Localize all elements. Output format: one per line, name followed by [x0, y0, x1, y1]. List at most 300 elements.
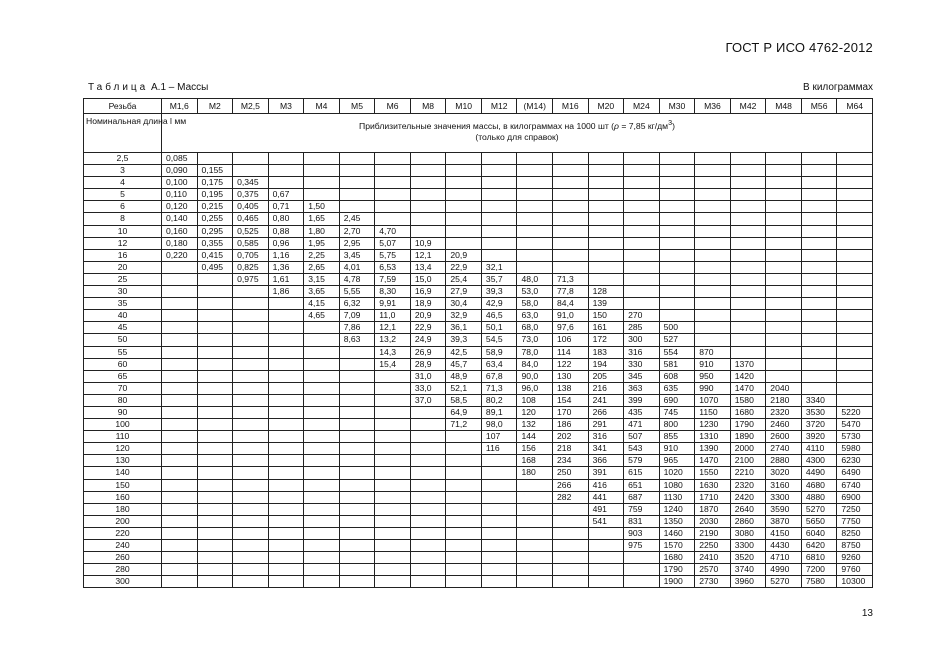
mass-cell [304, 527, 340, 539]
mass-cell [446, 237, 482, 249]
mass-cell [197, 467, 233, 479]
mass-cell [304, 419, 340, 431]
table-row [84, 334, 873, 346]
mass-cell [801, 261, 837, 273]
mass-cell: 35,7 [481, 273, 517, 285]
mass-cell: 2320 [730, 479, 766, 491]
mass-cell: 170 [553, 406, 589, 418]
thread-header-cell: M10 [446, 99, 482, 114]
mass-cell [695, 273, 731, 285]
mass-cell [766, 370, 802, 382]
mass-cell [162, 370, 198, 382]
mass-cell: 285 [624, 322, 660, 334]
mass-cell [268, 431, 304, 443]
mass-cell [268, 334, 304, 346]
mass-cell [410, 576, 446, 588]
mass-cell [517, 225, 553, 237]
mass-cell: 53,0 [517, 286, 553, 298]
mass-cell: 3530 [801, 406, 837, 418]
mass-cell [268, 491, 304, 503]
mass-cell: 651 [624, 479, 660, 491]
mass-cell [624, 286, 660, 298]
document-code: ГОСТ Р ИСО 4762-2012 [725, 40, 873, 55]
mass-cell: 1710 [695, 491, 731, 503]
mass-note-part-c: ) [672, 120, 675, 131]
table-row [84, 576, 873, 588]
mass-cell [553, 249, 589, 261]
mass-cell [339, 189, 375, 201]
mass-cell [304, 479, 340, 491]
length-cell: 16 [84, 249, 162, 261]
mass-cell: 14,3 [375, 346, 411, 358]
mass-cell [304, 334, 340, 346]
length-cell: 150 [84, 479, 162, 491]
mass-cell [197, 406, 233, 418]
mass-cell [268, 406, 304, 418]
mass-cell [197, 358, 233, 370]
mass-cell: 97,6 [553, 322, 589, 334]
mass-cell [766, 273, 802, 285]
mass-cell: 1350 [659, 515, 695, 527]
mass-cell [233, 382, 269, 394]
mass-cell: 6810 [801, 552, 837, 564]
mass-cell: 1790 [659, 564, 695, 576]
mass-cell [410, 153, 446, 165]
mass-cell: 154 [553, 394, 589, 406]
mass-cell: 6,53 [375, 261, 411, 273]
mass-cell: 2320 [766, 406, 802, 418]
mass-cell: 1580 [730, 394, 766, 406]
mass-cell [446, 576, 482, 588]
mass-cell [695, 322, 731, 334]
mass-cell [162, 443, 198, 455]
mass-cell [837, 153, 873, 165]
length-cell: 3 [84, 165, 162, 177]
mass-cell [375, 165, 411, 177]
mass-cell [837, 346, 873, 358]
mass-cell: 8,30 [375, 286, 411, 298]
mass-cell: 0,295 [197, 225, 233, 237]
mass-cell [801, 225, 837, 237]
mass-cell: 18,9 [410, 298, 446, 310]
mass-cell: 316 [588, 431, 624, 443]
mass-cell [233, 503, 269, 515]
mass-cell [766, 237, 802, 249]
mass-cell [233, 153, 269, 165]
mass-cell [233, 346, 269, 358]
mass-note-sup: 3 [668, 119, 673, 127]
mass-cell [268, 322, 304, 334]
mass-cell [695, 249, 731, 261]
mass-cell: 0,375 [233, 189, 269, 201]
mass-cell: 0,345 [233, 177, 269, 189]
mass-cell [446, 467, 482, 479]
mass-cell [837, 286, 873, 298]
mass-cell [197, 479, 233, 491]
mass-cell [659, 225, 695, 237]
length-cell: 45 [84, 322, 162, 334]
mass-cell [197, 310, 233, 322]
mass-cell [695, 310, 731, 322]
mass-cell [837, 177, 873, 189]
mass-cell [197, 346, 233, 358]
table-row [84, 213, 873, 225]
mass-cell [410, 189, 446, 201]
thread-header-cell: M24 [624, 99, 660, 114]
mass-cell [304, 515, 340, 527]
mass-cell [588, 201, 624, 213]
mass-cell [197, 370, 233, 382]
units-label: В килограммах [803, 82, 873, 93]
mass-cell: 139 [588, 298, 624, 310]
mass-cell: 0,495 [197, 261, 233, 273]
mass-cell: 1790 [730, 419, 766, 431]
mass-cell: 39,3 [446, 334, 482, 346]
mass-cell [410, 491, 446, 503]
mass-cell [695, 237, 731, 249]
mass-cell [375, 394, 411, 406]
mass-cell: 186 [553, 419, 589, 431]
mass-cell: 161 [588, 322, 624, 334]
mass-cell: 4110 [801, 443, 837, 455]
mass-cell [553, 540, 589, 552]
mass-cell [801, 334, 837, 346]
mass-cell [766, 346, 802, 358]
thread-header-cell: M36 [695, 99, 731, 114]
mass-cell: 1470 [695, 455, 731, 467]
mass-cell [304, 346, 340, 358]
mass-cell [268, 419, 304, 431]
mass-cell: 4990 [766, 564, 802, 576]
mass-cell [233, 479, 269, 491]
mass-cell [624, 165, 660, 177]
mass-cell [375, 177, 411, 189]
mass-cell [695, 334, 731, 346]
mass-cell [624, 552, 660, 564]
mass-cell [553, 515, 589, 527]
mass-cell [375, 479, 411, 491]
mass-cell: 541 [588, 515, 624, 527]
mass-cell [410, 201, 446, 213]
mass-cell [268, 394, 304, 406]
mass-cell [375, 189, 411, 201]
mass-cell: 84,0 [517, 358, 553, 370]
mass-cell: 1,16 [268, 249, 304, 261]
mass-cell [801, 358, 837, 370]
table-row [84, 564, 873, 576]
mass-cell: 26,9 [410, 346, 446, 358]
mass-cell [339, 153, 375, 165]
mass-cell: 2030 [695, 515, 731, 527]
mass-cell [481, 576, 517, 588]
mass-cell: 4,78 [339, 273, 375, 285]
mass-cell: 28,9 [410, 358, 446, 370]
table-row [84, 322, 873, 334]
mass-cell [553, 225, 589, 237]
mass-cell [481, 249, 517, 261]
mass-cell [233, 358, 269, 370]
mass-cell: 58,5 [446, 394, 482, 406]
mass-cell: 341 [588, 443, 624, 455]
mass-cell: 855 [659, 431, 695, 443]
mass-cell [481, 564, 517, 576]
mass-cell: 11,0 [375, 310, 411, 322]
mass-cell [837, 249, 873, 261]
mass-cell [268, 503, 304, 515]
mass-cell [766, 165, 802, 177]
mass-cell: 4,65 [304, 310, 340, 322]
mass-cell: 71,2 [446, 419, 482, 431]
mass-cell [588, 237, 624, 249]
mass-cell [695, 286, 731, 298]
mass-cell: 579 [624, 455, 660, 467]
table-row [84, 431, 873, 443]
mass-cell [268, 479, 304, 491]
mass-cell: 4150 [766, 527, 802, 539]
thread-header-cell: M48 [766, 99, 802, 114]
mass-cell: 122 [553, 358, 589, 370]
mass-cell: 0,975 [233, 273, 269, 285]
mass-cell [446, 540, 482, 552]
mass-cell: 13,2 [375, 334, 411, 346]
mass-cell [659, 273, 695, 285]
table-caption-word: Таблица [88, 82, 149, 93]
mass-cell: 2,95 [339, 237, 375, 249]
mass-cell: 0,415 [197, 249, 233, 261]
table-row [84, 394, 873, 406]
mass-cell [410, 552, 446, 564]
mass-cell: 965 [659, 455, 695, 467]
mass-cell: 0,465 [233, 213, 269, 225]
mass-cell [517, 527, 553, 539]
mass-cell [304, 177, 340, 189]
mass-cell [481, 177, 517, 189]
mass-cell [304, 322, 340, 334]
table-row [84, 552, 873, 564]
mass-cell [730, 273, 766, 285]
mass-cell: 4430 [766, 540, 802, 552]
mass-cell: 114 [553, 346, 589, 358]
mass-cell: 9260 [837, 552, 873, 564]
mass-cell [410, 527, 446, 539]
mass-cell: 96,0 [517, 382, 553, 394]
mass-cell [197, 576, 233, 588]
table-row [84, 165, 873, 177]
mass-cell [410, 213, 446, 225]
mass-cell [588, 153, 624, 165]
mass-cell: 6040 [801, 527, 837, 539]
mass-cell: 687 [624, 491, 660, 503]
mass-cell: 106 [553, 334, 589, 346]
mass-cell [588, 165, 624, 177]
mass-cell: 2640 [730, 503, 766, 515]
mass-cell [801, 310, 837, 322]
mass-cell: 46,5 [481, 310, 517, 322]
mass-cell: 2,65 [304, 261, 340, 273]
length-cell: 110 [84, 431, 162, 443]
mass-cell [766, 298, 802, 310]
mass-cell [801, 273, 837, 285]
mass-cell: 7,86 [339, 322, 375, 334]
mass-cell [588, 527, 624, 539]
mass-cell: 39,3 [481, 286, 517, 298]
mass-cell: 116 [481, 443, 517, 455]
mass-cell [197, 491, 233, 503]
mass-cell [481, 515, 517, 527]
mass-cell [481, 540, 517, 552]
mass-cell [162, 431, 198, 443]
mass-cell [801, 370, 837, 382]
mass-cell [588, 189, 624, 201]
mass-cell: 2730 [695, 576, 731, 588]
mass-cell [162, 467, 198, 479]
mass-cell [268, 443, 304, 455]
mass-cell [481, 237, 517, 249]
mass-cell: 12,1 [410, 249, 446, 261]
mass-cell: 20,9 [410, 310, 446, 322]
table-row [84, 382, 873, 394]
mass-cell [375, 406, 411, 418]
mass-cell: 0,705 [233, 249, 269, 261]
mass-cell [801, 249, 837, 261]
length-cell: 20 [84, 261, 162, 273]
mass-cell [730, 225, 766, 237]
mass-cell: 870 [695, 346, 731, 358]
mass-cell [624, 225, 660, 237]
thread-header-cell: (M14) [517, 99, 553, 114]
mass-cell [730, 201, 766, 213]
mass-cell: 144 [517, 431, 553, 443]
mass-cell [517, 153, 553, 165]
mass-cell [268, 346, 304, 358]
mass-cell: 30,4 [446, 298, 482, 310]
mass-cell: 5650 [801, 515, 837, 527]
mass-cell [588, 261, 624, 273]
mass-cell [304, 394, 340, 406]
mass-cell [766, 322, 802, 334]
mass-cell [730, 177, 766, 189]
mass-cell: 2250 [695, 540, 731, 552]
mass-cell [162, 286, 198, 298]
mass-cell [339, 165, 375, 177]
mass-cell [233, 165, 269, 177]
mass-cell [268, 552, 304, 564]
mass-cell [339, 467, 375, 479]
mass-cell [553, 165, 589, 177]
mass-cell: 5270 [801, 503, 837, 515]
mass-cell: 2100 [730, 455, 766, 467]
mass-cell: 0,525 [233, 225, 269, 237]
mass-cell [446, 201, 482, 213]
mass-cell [268, 540, 304, 552]
mass-cell: 52,1 [446, 382, 482, 394]
mass-cell: 3300 [766, 491, 802, 503]
thread-header-cell: M2 [197, 99, 233, 114]
mass-cell: 527 [659, 334, 695, 346]
mass-cell: 1080 [659, 479, 695, 491]
mass-cell [481, 491, 517, 503]
mass-cell: 1,61 [268, 273, 304, 285]
mass-cell [517, 540, 553, 552]
mass-cell: 1070 [695, 394, 731, 406]
mass-cell [339, 455, 375, 467]
mass-cell: 202 [553, 431, 589, 443]
mass-cell [339, 431, 375, 443]
mass-cell [730, 237, 766, 249]
mass-cell [837, 189, 873, 201]
mass-cell: 1130 [659, 491, 695, 503]
mass-cell [588, 273, 624, 285]
length-cell: 100 [84, 419, 162, 431]
mass-cell: 2,70 [339, 225, 375, 237]
mass-cell [233, 491, 269, 503]
mass-cell: 50,1 [481, 322, 517, 334]
mass-cell [197, 334, 233, 346]
mass-cell: 89,1 [481, 406, 517, 418]
mass-cell: 15,4 [375, 358, 411, 370]
table-row [84, 406, 873, 418]
mass-cell [481, 455, 517, 467]
mass-cell [339, 177, 375, 189]
mass-cell [446, 564, 482, 576]
mass-cell: 32,9 [446, 310, 482, 322]
mass-cell [446, 225, 482, 237]
table-row [84, 443, 873, 455]
mass-cell: 4680 [801, 479, 837, 491]
mass-cell [517, 552, 553, 564]
mass-cell [517, 237, 553, 249]
mass-cell: 690 [659, 394, 695, 406]
mass-cell [268, 370, 304, 382]
length-cell: 12 [84, 237, 162, 249]
mass-cell: 5,55 [339, 286, 375, 298]
mass-cell [375, 540, 411, 552]
mass-cell [553, 564, 589, 576]
table-row [84, 467, 873, 479]
mass-cell: 0,71 [268, 201, 304, 213]
mass-cell [162, 419, 198, 431]
mass-cell: 7580 [801, 576, 837, 588]
mass-cell: 78,0 [517, 346, 553, 358]
mass-cell: 48,0 [517, 273, 553, 285]
length-cell: 300 [84, 576, 162, 588]
mass-note-rho: ρ [614, 120, 619, 131]
mass-cell [659, 310, 695, 322]
mass-cell [233, 406, 269, 418]
mass-cell [375, 455, 411, 467]
mass-cell: 391 [588, 467, 624, 479]
mass-cell: 3,15 [304, 273, 340, 285]
table-row [84, 237, 873, 249]
mass-cell [766, 201, 802, 213]
mass-cell: 25,4 [446, 273, 482, 285]
mass-cell [233, 540, 269, 552]
length-header-label: Номинальная длина l мм [84, 114, 162, 153]
mass-cell [304, 576, 340, 588]
length-cell: 240 [84, 540, 162, 552]
mass-cell [837, 261, 873, 273]
mass-cell [268, 177, 304, 189]
mass-cell: 0,585 [233, 237, 269, 249]
mass-cell: 3520 [730, 552, 766, 564]
length-cell: 30 [84, 286, 162, 298]
mass-cell [410, 540, 446, 552]
mass-cell [375, 419, 411, 431]
mass-cell [766, 261, 802, 273]
mass-cell: 180 [517, 467, 553, 479]
mass-cell: 48,9 [446, 370, 482, 382]
mass-cell: 0,355 [197, 237, 233, 249]
